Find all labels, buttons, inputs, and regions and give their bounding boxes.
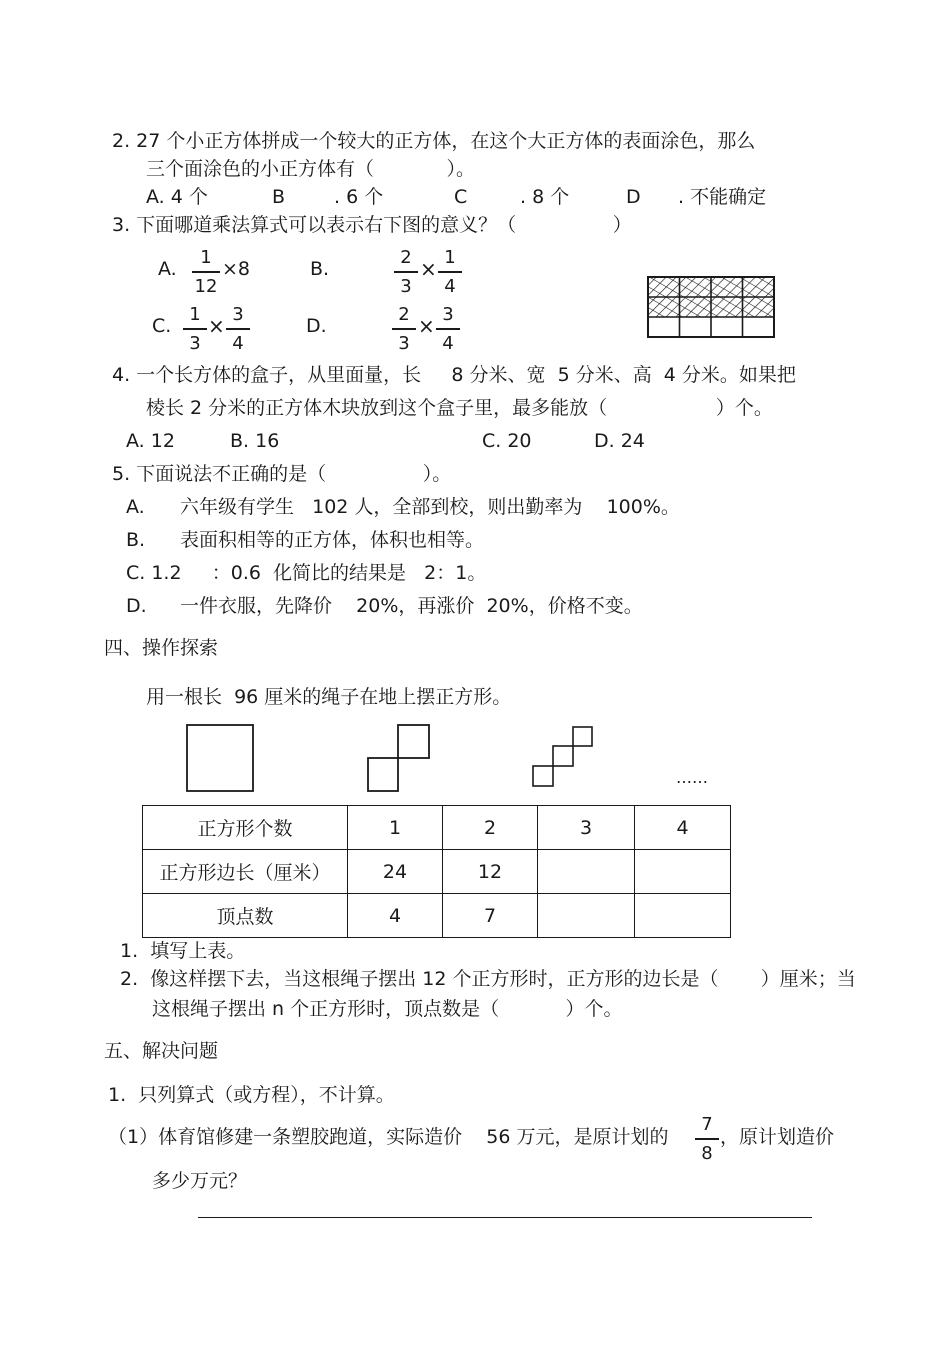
q5-option-a-text: 六年级有学生 102 人，全部到校，则出勤率为 100%。 [180, 496, 680, 518]
q3-option-d-fraction-2 [435, 306, 461, 353]
table-cell: 1 [348, 806, 443, 850]
table-cell: 正方形个数 [143, 806, 348, 850]
numerator: 1 [189, 304, 201, 325]
table-row [143, 850, 731, 894]
table-row [143, 806, 731, 850]
table-cell: 正方形边长（厘米） [143, 850, 348, 894]
q4-option-d: D. 24 [594, 430, 645, 452]
table-cell-blank[interactable] [538, 894, 635, 938]
q3-option-c-fraction-2 [225, 306, 251, 353]
two-squares-figure [367, 724, 431, 792]
problem1-text-tail: ，原计划造价 [720, 1126, 835, 1148]
problem1-text: （1）体育馆修建一条塑胶跑道，实际造价 56 万元，是原计划的 [108, 1126, 669, 1148]
denominator: 3 [400, 275, 412, 297]
table-cell: 7 [443, 894, 538, 938]
q5-option-d-label: D. [126, 595, 147, 617]
q3-option-b-fraction-2 [437, 249, 463, 296]
q3-option-a-label: A. [158, 258, 177, 280]
denominator: 3 [189, 332, 201, 354]
times-sign: × [418, 314, 435, 338]
denominator: 12 [194, 275, 218, 297]
q3-option-c-fraction-1 [182, 306, 208, 353]
q2-option-c-letter: C [454, 186, 468, 208]
q2-line2: 三个面涂色的小正方体有（ ）。 [146, 158, 475, 180]
q2-option-a: A. 4 个 [146, 186, 208, 208]
q5-option-a-label: A. [126, 496, 145, 518]
denominator: 8 [701, 1142, 713, 1164]
section5-heading: 五、解决问题 [104, 1040, 219, 1062]
denominator: 4 [442, 332, 454, 354]
q3-shaded-rectangle-figure [647, 276, 775, 338]
q3-option-a-fraction [191, 249, 221, 296]
q2-option-d-letter: D [626, 186, 641, 208]
numerator: 1 [200, 247, 212, 268]
table-cell: 4 [348, 894, 443, 938]
q5-option-b-text: 表面积相等的正方体，体积也相等。 [180, 529, 485, 551]
continuation-ellipsis: …… [676, 768, 708, 787]
numerator: 1 [444, 247, 456, 268]
q5-option-d-text: 一件衣服，先降价 20%，再涨价 20%，价格不变。 [180, 595, 643, 617]
task2-line1: 2. 像这样摆下去，当这根绳子摆出 12 个正方形时，正方形的边长是（ ）厘米；当 [120, 968, 856, 990]
q3-option-b-fraction-1 [393, 249, 419, 296]
q4-line2: 棱长 2 分米的正方体木块放到这个盒子里，最多能放（ ）个。 [146, 397, 773, 419]
task1: 1. 填写上表。 [120, 940, 246, 962]
numerator: 2 [400, 247, 412, 268]
problem1-line2: 多少万元？ [152, 1170, 248, 1192]
q4-line1: 4. 一个长方体的盒子，从里面量，长 8 分米、宽 5 分米、高 4 分米。如果把 [112, 364, 796, 386]
three-squares-figure [532, 726, 594, 788]
q2-option-b-letter: B [272, 186, 286, 208]
one-square-figure [186, 724, 254, 792]
q2-option-c: . 8 个 [520, 186, 570, 208]
problem1-fraction [694, 1116, 720, 1163]
answer-line[interactable] [198, 1217, 812, 1218]
numerator: 7 [701, 1114, 713, 1135]
q2-option-b: . 6 个 [334, 186, 384, 208]
denominator: 4 [232, 332, 244, 354]
table-cell: 4 [635, 806, 731, 850]
table-cell: 顶点数 [143, 894, 348, 938]
denominator: 3 [398, 332, 410, 354]
section4-heading: 四、操作探索 [104, 637, 219, 659]
q3-option-d-fraction-1 [391, 306, 417, 353]
q4-option-a: A. 12 [126, 430, 175, 452]
table-row [143, 894, 731, 938]
section5-item1: 1. 只列算式（或方程），不计算。 [108, 1084, 395, 1106]
table-cell: 2 [443, 806, 538, 850]
q3-stem: 3. 下面哪道乘法算式可以表示右下图的意义？（ ） [112, 214, 632, 236]
q5-stem: 5. 下面说法不正确的是（ ）。 [112, 463, 452, 485]
q3-option-c-label: C. [152, 315, 172, 337]
task2-line2: 这根绳子摆出 n 个正方形时，顶点数是（ ）个。 [152, 998, 623, 1020]
table-cell: 12 [443, 850, 538, 894]
numerator: 3 [442, 304, 454, 325]
denominator: 4 [444, 275, 456, 297]
section4-intro: 用一根长 96 厘米的绳子在地上摆正方形。 [146, 686, 512, 708]
q3-option-b-label: B. [310, 258, 330, 280]
q2-line1: 2. 27 个小正方体拼成一个较大的正方体，在这个大正方体的表面涂色，那么 [112, 130, 756, 152]
table-cell-blank[interactable] [538, 850, 635, 894]
q2-option-d: . 不能确定 [678, 186, 767, 208]
numerator: 2 [398, 304, 410, 325]
q5-option-c: C. 1.2 ：0.6 化简比的结果是 2：1。 [126, 562, 487, 584]
q3-option-d-label: D. [306, 315, 327, 337]
table-cell: 3 [538, 806, 635, 850]
q3-option-a-tail: ×8 [222, 258, 251, 280]
q5-option-b-label: B. [126, 529, 146, 551]
table-cell-blank[interactable] [635, 850, 731, 894]
table-cell: 24 [348, 850, 443, 894]
times-sign: × [208, 314, 225, 338]
q4-option-b: B. 16 [230, 430, 280, 452]
numerator: 3 [232, 304, 244, 325]
table-cell-blank[interactable] [635, 894, 731, 938]
q4-option-c: C. 20 [482, 430, 532, 452]
square-count-table [142, 805, 731, 938]
times-sign: × [420, 257, 437, 281]
